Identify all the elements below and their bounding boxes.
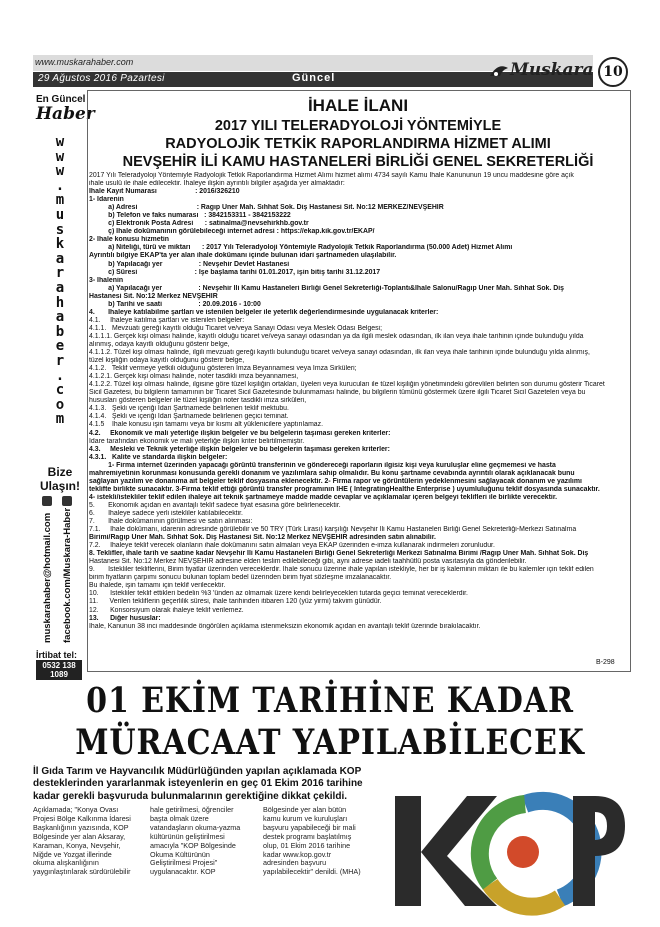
kop-logo-icon: [385, 774, 625, 924]
tender-line: teklifte birlikte sunacaktır. 3-Firma teklif ettiği görüntü transfer programının IHE ( IntegratingHealthe Enterprise ) uyumluluğunu teklif dosyasında sunacaktır.: [89, 485, 600, 493]
url-char: k: [55, 236, 65, 253]
news-column-line: başvuru yapabileceği bir mali: [263, 822, 356, 832]
tender-line: 1- İdarenin: [89, 196, 124, 204]
tender-subtitle-2: RADYOLOJİK TETKİK RAPORLANDIRMA HİZMET ALIMI: [165, 136, 551, 152]
tender-line: 4.1.3. Şekli ve içeriği İdari Şartnamede belirlenen teklif mektubu.: [89, 405, 289, 413]
url-char: o: [55, 396, 65, 413]
tender-line: alınmış, odaya kayıtlı olduğunu gösterir belge,: [89, 340, 230, 348]
news-column-line: Geliştirilmesi Projesi": [150, 858, 218, 868]
tender-line: b) Yapılacağı yer : Nevşehir Devlet Hastanesi: [89, 260, 290, 268]
url-char: b: [55, 323, 65, 340]
news-column-line: Başkanlığının yazısında, KOP: [33, 822, 129, 832]
news-column-line: kültürünün geliştirilmesi: [150, 831, 225, 841]
url-char: a: [55, 279, 65, 296]
url-char: w: [55, 148, 65, 165]
tender-line: 7. İhale dokümanının görülmesi ve satın alınması:: [89, 518, 253, 526]
url-char: r: [55, 352, 65, 369]
news-lead-line: desteklerinden yararlanmak isteyenlerin en geç 01 Ekim 2016 tarihine: [33, 778, 363, 790]
tender-line: 9. İstekliler tekliflerini, Birim fiyatlar üzerinden vereceklerdir. İhale sonucu üzerine ihale yapılan istekliyle, her bir iş kaleminin miktarı ile bu kalemler için teklif edilen: [89, 566, 594, 574]
tender-line: 4.1.2.1. Gerçek kişi olması halinde, noter tasdikli imza beyannamesi,: [89, 373, 299, 381]
news-column-line: destek programı başlatılmış: [263, 831, 352, 841]
tender-line: 4. İhaleye katılabilme şartları ve istenilen belgeler ile yeterlik değerlendirmesinde uygulanacak kriterler:: [89, 308, 439, 316]
tender-line: 7.1. İhale dokümanı, idarenin adresinde görülebilir ve 50 TRY (Türk Lirası) karşılığı Nevşehir İli Kamu Hastaneleri Birliği Genel Sekreterliği-Merkezi Satınalma: [89, 526, 577, 534]
news-column-line: uygulanacaktır. KOP: [150, 867, 216, 877]
url-char: e: [55, 338, 65, 355]
url-char: m: [55, 411, 65, 428]
news-column-line: vatandaşların okuma-yazma: [150, 822, 241, 832]
tender-body: [89, 172, 627, 631]
contact-phone: 0532 138 1089: [36, 660, 82, 680]
tender-line: 4.1.1.2. Tüzel kişi olması halinde, ilgili mevzuatı gereği kayıtlı bulunduğu ticaret ve/veya sanayi odasından, ilk ilan veya ihale tarihinin içinde bulunduğu yılda alınmış,: [89, 349, 590, 357]
contact-phone-label: İrtibat tel:: [36, 650, 78, 660]
tender-line: c) Elektronik Posta Adresi : satinalma@nevsehirkhb.gov.tr: [89, 220, 309, 228]
tender-title: İHALE İLANI: [307, 96, 409, 115]
tender-line: 1- Firma internet üzerinden yapacağı görüntü transferinin ve göndereceği raporların ilgisiz kişi veya kuruluşlar eline geçmemesi ve hasta: [89, 461, 556, 469]
news-column-line: Bölgesinde yer alan Aksaray,: [33, 831, 126, 841]
news-headline-line1: 01 EKİM TARİHİNE KADAR: [86, 680, 574, 721]
tender-line: 4.1.5 İhale konusu işin tamamı veya bir kısmı alt yüklenicilere yaptırılamaz.: [89, 421, 323, 429]
tender-line: 13. Diğer hususlar:: [89, 614, 161, 622]
tender-line: 12. Konsorsiyum olarak ihaleye teklif verilemez.: [89, 606, 244, 614]
url-char: w: [55, 134, 65, 150]
news-column-line: Okuma Kültürünün: [150, 849, 210, 859]
tender-line: 5. Ekonomik açıdan en avantajlı teklif sadece fiyat esasına göre belirlenecektir.: [89, 501, 341, 509]
issue-date: 29 Ağustos 2016 Pazartesi: [38, 73, 165, 84]
sidebar-title-small: En Güncel: [36, 94, 86, 105]
tender-line: 11. Verilen tekliflerin geçerlilik süresi, ihale tarihinden itibaren 120 (yüz yirmi) takvim günüdür.: [89, 598, 382, 606]
tender-line: İhale, Kanunun 38 inci maddesinde öngörülen açıklama istenmeksizin ekonomik açıdan en avantajlı teklif üzerinde bırakılacaktır.: [89, 622, 481, 630]
facebook-link[interactable]: facebook.com/Muskara-Haber: [62, 507, 73, 643]
contact-heading: [38, 465, 82, 493]
tender-line: b) Tarihi ve saati : 20.09.2016 - 10:00: [89, 300, 261, 308]
news-column-2: [150, 806, 260, 877]
url-char: s: [55, 221, 65, 238]
url-char: r: [55, 265, 65, 282]
news-column-line: kadar www.kop.gov.tr: [263, 849, 332, 859]
tender-line: a) Yapılacağı yer : Nevşehir İli Kamu Hastaneleri Birliği Genel Sekreterliği-Toplantı&İhale Salonu/Ragıp Üner Mah. Sıhhat Sok. Diş: [89, 284, 564, 292]
tender-line: Ayrıntılı bilgiye EKAP'ta yer alan ihale dokümanı içinde bulunan idari şartnameden ulaşılabilir.: [89, 252, 397, 260]
tender-subtitle-1: 2017 YILI TELERADYOLOJİ YÖNTEMİYLE: [214, 118, 502, 134]
site-url[interactable]: www.muskarahaber.com: [35, 57, 134, 67]
news-lead-line: kadar gerekli başvuruda bulunmalarının gerektiğine dikkat çekildi.: [33, 790, 347, 802]
tender-line: c) Süresi : İşe başlama tarihi 01.01.2017, işin bitiş tarihi 31.12.2017: [89, 268, 381, 276]
tender-line: 8. Teklifler, ihale tarih ve saatine kadar Nevşehir İli Kamu Hastaneleri Birliği Genel Sekreterliği Merkezi Satınalma Birimi /Ragıp Üner Mah. Sıhhat Sok. Diş: [89, 550, 589, 558]
url-char: c: [55, 382, 65, 399]
contact-heading-line1: Bize: [47, 465, 73, 479]
tender-line: 4.1.1.1. Gerçek kişi olması halinde, kayıtlı olduğu ticaret ve/veya sanayi odasından ya da ilgili meslek odasından, ilk ilan veya ihale tarihinin içinde bulunduğu yılda: [89, 332, 584, 340]
tender-line: 4.1.4. Şekli ve içeriği İdari Şartnamede belirlenen geçici teminat.: [89, 413, 289, 421]
tender-line: Sicil Gazetesi, bu bilgilerin tamamının bir Ticaret Sicil Gazetesinde bulunmaması halinde, bu bilgilerin tümünü göstermek üzere ilgili Ticaret Sicil Gazeteleri veya bu: [89, 389, 586, 397]
tender-line: 4.3.1. Kalite ve standarda ilişkin belgeler:: [89, 453, 228, 461]
kop-logo-text: KOP: [385, 774, 388, 775]
news-column-line: olup, 01 Ekim 2016 tarihine: [263, 840, 351, 850]
tender-line: İhale Kayıt Numarası : 2016/326210: [89, 188, 240, 196]
url-char: m: [55, 192, 65, 209]
tender-line: 4- istekli/istekliler teklif edilen ihaleye ait teknik şartnameye madde madde cevaplar ve açıklamalar içeren belgeyi teklifleri ile birlikte verecektir.: [89, 493, 558, 501]
url-char: w: [55, 163, 65, 180]
tender-line: Hastanesi Sit. No:12 Merkez NEVŞEHİR adresine elden teslim edilebileceği gibi, aynı adrese iadeli taahhütlü posta vasıtasıyla da gönderilebilir.: [89, 558, 527, 566]
url-char: a: [55, 309, 65, 326]
tender-line: 7.2. İhaleye teklif verecek olanların ihale dokümanını satın almaları veya EKAP üzerinden e-imza kullanarak indirmeleri zorunludur.: [89, 542, 495, 550]
tender-line: birim fiyatların çarpımı sonucu bulunan toplam bedel üzerinden birim fiyat sözleşme imzalanacaktır.: [89, 574, 392, 582]
tender-line: ihale usulü ile ihale edilecektir. İhaleye ilişkin ayrıntılı bilgiler aşağıda yer almaktadır:: [89, 180, 345, 188]
tender-line: İdare tarafından ekonomik ve mali yeterliğe ilişkin kriter belirtilmemiştir.: [89, 437, 305, 445]
news-column-line: Niğde ve Yozgat illerinde: [33, 849, 112, 859]
news-column-line: adresinden başvuru: [263, 858, 327, 868]
news-headline-line2: MÜRACAAT YAPILABİLECEK: [75, 722, 585, 763]
news-column-line: yapılabilecektir" denildi. (MHA): [263, 867, 361, 877]
contact-links: [40, 505, 80, 645]
news-column-line: Açıklamada; "Konya Ovası: [33, 805, 119, 814]
sidebar-title-big: Haber: [36, 104, 95, 124]
email-link[interactable]: muskarahaber@hotmail.com: [42, 512, 53, 643]
tender-line: 4.1.1. Mevzuatı gereği kayıtlı olduğu Ticaret ve/veya Sanayi Odası veya Meslek Odası Belgesi;: [89, 324, 382, 332]
tender-line: mahremiyetinin korunması konusunda gerekli donanım ve yazılımlara sahip olmalıdır. Bu konu şartname cevabında ayrıntılı olarak açıklanacak bunu: [89, 469, 575, 477]
news-column-line: başta olmak üzere: [150, 813, 209, 823]
tender-line: hususları gösteren belgeler ile tüzel kişiliğin noter tasdikli imza sirküleri,: [89, 397, 307, 405]
tender-line: 2017 Yılı Teleradyoloji Yöntemiyle Radyolojik Tetkik Raporlandırma Hizmet Alımı hizmet alımı 4734 sayılı Kamu İhale Kanununun 19 uncu maddesine göre açık: [89, 172, 574, 179]
news-column-line: kamu kurum ve kuruluşları: [263, 813, 348, 823]
news-column-line: Projesi Bölge Kalkınma İdaresi: [33, 813, 131, 823]
news-column-line: amacıyla "KOP Bölgesinde: [150, 840, 236, 850]
contact-heading-line2: Ulaşın!: [39, 479, 80, 493]
news-lead-line: İl Gıda Tarım ve Hayvancılık Müdürlüğünden yapılan açıklamada KOP: [33, 766, 362, 777]
tender-line: 4.1.2. Teklif vermeye yetkili olduğunu gösteren İmza Beyannamesi veya İmza Sirküleri;: [89, 365, 357, 373]
tender-line: Bu ihalede, işin tamamı için teklif verilecektir.: [89, 582, 226, 590]
news-column-line: yaygınlaştırılarak sürdürülebilir: [33, 867, 131, 877]
url-char: h: [55, 294, 65, 311]
url-char: .: [55, 367, 65, 384]
news-column-line: hale getirilmesi, öğrenciler: [150, 805, 234, 814]
vertical-site-url[interactable]: [38, 135, 82, 435]
tender-line: 6. İhaleye sadece yerli istekliler katılabilecektir.: [89, 509, 243, 517]
url-char: .: [55, 177, 65, 194]
tender-line: 3- İhalenin: [89, 276, 124, 284]
tender-line: ç) İhale dokümanının görülebileceği internet adresi : https://ekap.kik.gov.tr/EKAP/: [89, 228, 375, 236]
news-column-1: [33, 806, 145, 877]
tender-line: 4.1.2.2. Tüzel kişi olması halinde, ilgisine göre tüzel kişiliğin ortakları, üyeleri veya kurucuları ile tüzel kişiliğin yönetimindeki görevlileri belirten son durumu gösterir Ticaret: [89, 381, 605, 389]
tender-line: tüzel kişiliğin odaya kayıtlı olduğunu gösterir belge,: [89, 357, 245, 365]
tender-line: a) Adresi : Ragıp Üner Mah. Sıhhat Sok. Diş Hastanesi Sit. No:12 MERKEZ/NEVŞEHİR: [89, 204, 444, 212]
tender-line: Birimi/Ragıp Üner Mah. Sıhhat Sok. Diş Hastanesi Sit. No:12 Merkez NEVŞEHİR adresinden satın alınabilir.: [89, 534, 436, 542]
news-column-line: okuma alışkanlığının: [33, 858, 99, 868]
logo-text: Muskara: [510, 60, 594, 80]
tender-line: 10. İstekliler teklif ettikleri bedelin %3 'ünden az olmamak üzere kendi belirleyecekleri tutarda geçici teminat vereceklerdir.: [89, 590, 468, 598]
section-title: Güncel: [292, 72, 336, 84]
url-char: u: [55, 206, 65, 223]
tender-line: Hastanesi Sit. No:12 Merkez NEVŞEHİR: [89, 292, 218, 300]
tender-line: a) Niteliği, türü ve miktarı : 2017 Yılı Teleradyoloji Yöntemiyle Radyolojik Tetkik Raporlandırma (50.000 Adet) Hizmet Alımı: [89, 244, 513, 252]
news-column-line: Karaman, Konya, Nevşehir,: [33, 840, 121, 850]
tender-line: sağlayan yazılım ve donanıma ait belgeler teklif dosyasına eklenecektir. 2- Firma rapor ve görüntülerin yedeklenmesini sağlayacak donanım ve yazılımı: [89, 477, 582, 485]
url-char: a: [55, 250, 65, 267]
news-lead: [33, 766, 383, 803]
news-column-line: Bölgesinde yer alan bütün: [263, 805, 347, 814]
tender-line: b) Telefon ve faks numarası : 3842153311 - 3842153222: [89, 212, 291, 220]
tender-line: 2- İhale konusu hizmetin: [89, 236, 170, 244]
tender-line: 4.1. İhaleye katılma şartları ve istenilen belgeler:: [89, 316, 245, 324]
page-number: 10: [598, 57, 628, 87]
tender-line: 4.3. Mesleki ve Teknik yeterliğe ilişkin belgeler ve bu belgelerin taşıması gereken kriterler:: [89, 445, 390, 453]
tender-subtitle-3: NEVŞEHİR İLİ KAMU HASTANELERİ BİRLİĞİ GENEL SEKRETERLİĞİ: [122, 154, 594, 170]
tender-line: 4.2. Ekonomik ve mali yeterliğe ilişkin belgeler ve bu belgelerin taşıması gereken kriterler:: [89, 429, 391, 437]
tender-reference: B-298: [596, 659, 615, 666]
news-column-3: [263, 806, 381, 877]
